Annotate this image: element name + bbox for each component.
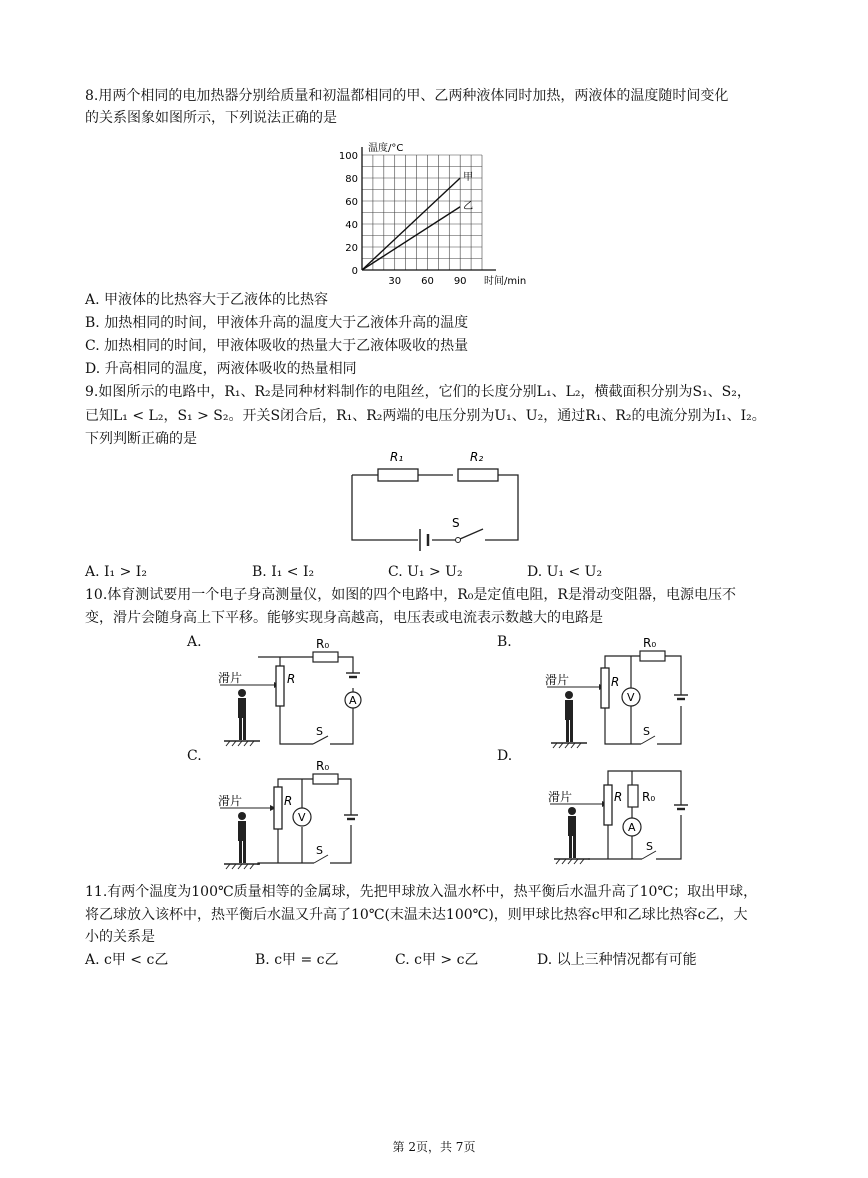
- slider-label: 滑片: [545, 673, 570, 687]
- y-axis-label: 温度/°C: [368, 143, 404, 154]
- fixed-resistor-r0: [628, 785, 638, 807]
- slider-label: 滑片: [548, 790, 573, 804]
- temperature-time-chart: [330, 138, 527, 288]
- switch-label: S: [316, 844, 323, 857]
- rheostat: [604, 785, 612, 825]
- q11-option-d: D. 以上三种情况都有可能: [537, 952, 697, 968]
- person-icon: [565, 691, 573, 742]
- x-tick-label: 90: [453, 276, 467, 287]
- person-icon: [238, 812, 246, 863]
- q9-stem-line3: 下列判断正确的是: [85, 431, 197, 447]
- r0-label: R₀: [316, 759, 330, 773]
- r2-label: R₂: [470, 450, 484, 464]
- y-tick-label: 40: [345, 220, 358, 231]
- q10-circuit-b: [545, 636, 695, 750]
- rheostat-label: R: [611, 675, 620, 689]
- rheostat: [276, 666, 284, 706]
- resistor-r1: [378, 469, 418, 481]
- r1-label: R₁: [390, 450, 404, 464]
- person-icon: [238, 689, 246, 740]
- q10-label-b: B.: [497, 634, 512, 650]
- q9-circuit: [340, 445, 530, 555]
- x-tick-label: 60: [421, 276, 434, 287]
- q9-stem-line2: 已知L₁ < L₂，S₁ > S₂。开关S闭合后，R₁、R₂两端的电压分别为U₁、U₂，通过R₁、R₂的电流分别为I₁、I₂。: [85, 408, 766, 424]
- r0-label: R₀: [642, 790, 656, 804]
- q10-label-c: C.: [187, 748, 202, 764]
- y-tick-label: 80: [345, 174, 358, 185]
- slider-label: 滑片: [218, 794, 243, 808]
- fixed-resistor-r0: [640, 651, 665, 661]
- q8-option-c: C. 加热相同的时间，甲液体吸收的热量大于乙液体吸收的热量: [85, 338, 469, 354]
- q8-stem-line1: 8.用两个相同的电加热器分别给质量和初温都相同的甲、乙两种液体同时加热，两液体的温度随时间变化: [85, 88, 729, 104]
- q11-option-c: C. c甲 > c乙: [395, 952, 479, 968]
- q8-option-a: A. 甲液体的比热容大于乙液体的比热容: [85, 292, 329, 308]
- q9-option-b: B. I₁ < I₂: [252, 564, 315, 580]
- rheostat-label: R: [287, 672, 296, 686]
- ammeter-label: A: [628, 821, 636, 834]
- rheostat-label: R: [284, 794, 293, 808]
- rheostat: [274, 787, 282, 829]
- voltmeter-label: V: [298, 811, 306, 824]
- q9-option-c: C. U₁ > U₂: [388, 564, 463, 580]
- q10-stem-line1: 10.体育测试要用一个电子身高测量仪，如图的四个电路中，R₀是定值电阻，R是滑动变阻器，电源电压不: [85, 587, 736, 603]
- q11-option-b: B. c甲 = c乙: [255, 952, 339, 968]
- q11-stem-line2: 将乙球放入该杯中，热平衡后水温又升高了10℃(末温未达100℃)，则甲球比热容c甲和乙球比热容c乙，大: [85, 907, 748, 923]
- page-footer: 第 2页，共 7页: [392, 1140, 476, 1154]
- q10-label-d: D.: [497, 748, 513, 764]
- y-tick-label: 60: [345, 197, 358, 208]
- series-line-1: [362, 207, 460, 270]
- voltmeter-label: V: [627, 691, 635, 704]
- r0-label: R₀: [643, 636, 657, 650]
- r0-label: R₀: [316, 637, 330, 651]
- slider-label: 滑片: [218, 671, 243, 685]
- rheostat: [601, 668, 609, 708]
- q8-option-d: D. 升高相同的温度，两液体吸收的热量相同: [85, 361, 357, 377]
- q8-stem-line2: 的关系图象如图所示，下列说法正确的是: [85, 110, 337, 126]
- q11-stem-line1: 11.有两个温度为100℃质量相等的金属球，先把甲球放入温水杯中，热平衡后水温升高了10℃；取出甲球，: [85, 884, 758, 900]
- ammeter-label: A: [349, 694, 357, 707]
- q10-circuit-c: [218, 755, 378, 870]
- y-tick-label: 100: [338, 151, 358, 162]
- q11-stem-line3: 小的关系是: [85, 929, 155, 945]
- x-tick-label: 30: [388, 276, 402, 287]
- person-icon: [568, 807, 576, 858]
- switch-label: S: [643, 725, 650, 738]
- y-tick-label: 20: [345, 243, 358, 254]
- switch-label: S: [452, 516, 460, 530]
- rheostat-label: R: [614, 790, 623, 804]
- x-axis-label: 时间/min: [484, 276, 527, 287]
- switch-label: S: [316, 725, 323, 738]
- q10-label-a: A.: [187, 634, 202, 650]
- q9-option-d: D. U₁ < U₂: [527, 564, 603, 580]
- series-label-0: 甲: [463, 172, 474, 183]
- q8-option-b: B. 加热相同的时间，甲液体升高的温度大于乙液体升高的温度: [85, 315, 469, 331]
- q10-stem-line2: 变，滑片会随身高上下平移。能够实现身高越高，电压表或电流表示数越大的电路是: [85, 610, 603, 626]
- q9-option-a: A. I₁ > I₂: [85, 564, 147, 580]
- fixed-resistor-r0: [313, 652, 338, 662]
- switch-blade: [460, 529, 483, 539]
- q10-circuit-a: [218, 637, 378, 750]
- fixed-resistor-r0: [313, 774, 338, 784]
- q10-circuit-d: [548, 763, 698, 868]
- resistor-r2: [458, 469, 498, 481]
- series-label-1: 乙: [463, 200, 474, 212]
- y-tick-label: 0: [351, 266, 358, 277]
- q11-option-a: A. c甲 < c乙: [85, 952, 169, 968]
- q9-stem-line1: 9.如图所示的电路中，R₁、R₂是同种材料制作的电阻丝，它们的长度分别L₁、L₂，横截面积分别为S₁、S₂，: [85, 384, 751, 400]
- switch-label: S: [646, 840, 653, 853]
